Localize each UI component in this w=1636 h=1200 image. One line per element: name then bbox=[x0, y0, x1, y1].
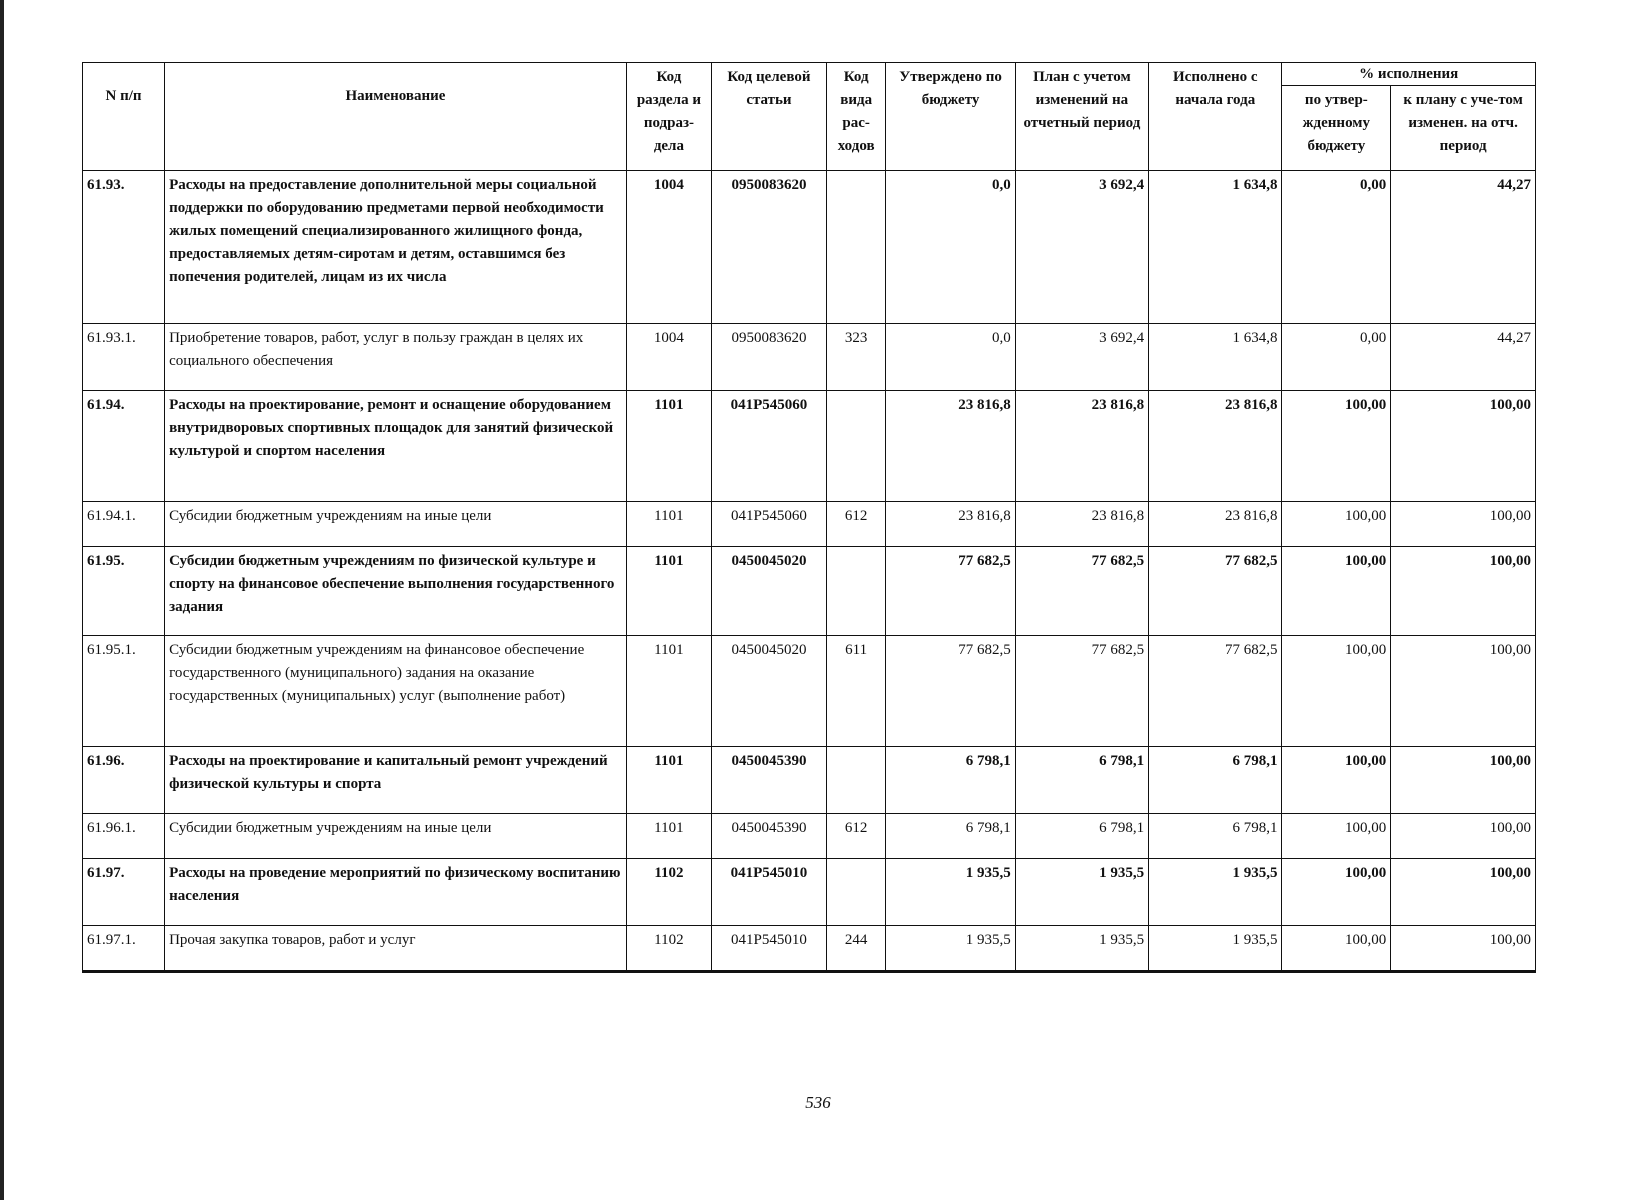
cell-cel: 0450045020 bbox=[711, 547, 826, 636]
cell-razdel: 1101 bbox=[626, 502, 711, 547]
cell-isp: 77 682,5 bbox=[1149, 636, 1282, 747]
cell-razdel: 1101 bbox=[626, 547, 711, 636]
cell-plan: 23 816,8 bbox=[1015, 502, 1148, 547]
cell-utv: 77 682,5 bbox=[886, 547, 1015, 636]
cell-pct-plan: 100,00 bbox=[1391, 926, 1536, 972]
cell-isp: 6 798,1 bbox=[1149, 814, 1282, 859]
cell-vid bbox=[826, 547, 886, 636]
cell-cel: 041P545010 bbox=[711, 926, 826, 972]
cell-plan: 3 692,4 bbox=[1015, 324, 1148, 391]
cell-plan: 23 816,8 bbox=[1015, 391, 1148, 502]
cell-utv: 77 682,5 bbox=[886, 636, 1015, 747]
cell-vid: 323 bbox=[826, 324, 886, 391]
cell-vid bbox=[826, 391, 886, 502]
header-razdel: Код раздела и подраз-дела bbox=[626, 63, 711, 171]
cell-pct-plan: 100,00 bbox=[1391, 859, 1536, 926]
cell-num: 61.97.1. bbox=[83, 926, 165, 972]
cell-cel: 0450045390 bbox=[711, 747, 826, 814]
table-row bbox=[83, 171, 1536, 324]
cell-cel: 0950083620 bbox=[711, 171, 826, 324]
budget-execution-table bbox=[82, 62, 1536, 973]
cell-pct-plan: 44,27 bbox=[1391, 171, 1536, 324]
cell-isp: 77 682,5 bbox=[1149, 547, 1282, 636]
cell-cel: 0950083620 bbox=[711, 324, 826, 391]
cell-pct-plan: 100,00 bbox=[1391, 547, 1536, 636]
cell-pct-utv: 100,00 bbox=[1282, 391, 1391, 502]
cell-pct-utv: 100,00 bbox=[1282, 859, 1391, 926]
cell-vid: 612 bbox=[826, 502, 886, 547]
cell-name: Субсидии бюджетным учреждениям на иные цели bbox=[165, 814, 627, 859]
cell-isp: 23 816,8 bbox=[1149, 391, 1282, 502]
header-utv: Утверждено по бюджету bbox=[886, 63, 1015, 171]
cell-isp: 1 634,8 bbox=[1149, 171, 1282, 324]
cell-name: Субсидии бюджетным учреждениям на финансовое обеспечение государственного (муниципального) задания на оказание государственных (муниципальных) услуг (выполнение работ) bbox=[165, 636, 627, 747]
table-row bbox=[83, 547, 1536, 636]
cell-plan: 6 798,1 bbox=[1015, 747, 1148, 814]
page-number: 536 bbox=[805, 1093, 831, 1112]
cell-isp: 1 935,5 bbox=[1149, 926, 1282, 972]
cell-name: Субсидии бюджетным учреждениям по физической культуре и спорту на финансовое обеспечение выполнения государственного задания bbox=[165, 547, 627, 636]
cell-vid bbox=[826, 747, 886, 814]
cell-pct-plan: 100,00 bbox=[1391, 502, 1536, 547]
cell-utv: 0,0 bbox=[886, 324, 1015, 391]
cell-isp: 23 816,8 bbox=[1149, 502, 1282, 547]
cell-razdel: 1101 bbox=[626, 636, 711, 747]
cell-razdel: 1102 bbox=[626, 859, 711, 926]
cell-cel: 0450045020 bbox=[711, 636, 826, 747]
cell-name: Расходы на предоставление дополнительной меры социальной поддержки по оборудованию предметами первой необходимости жилых помещений специализированного жилищного фонда, предоставляемых детям-сиротам и детям, оставшимся без попечения родителей, лицам из их числа bbox=[165, 171, 627, 324]
cell-pct-utv: 0,00 bbox=[1282, 171, 1391, 324]
cell-pct-utv: 100,00 bbox=[1282, 636, 1391, 747]
cell-razdel: 1101 bbox=[626, 391, 711, 502]
header-vid: Код вида рас-ходов bbox=[826, 63, 886, 171]
header-pct: % исполнения bbox=[1282, 63, 1536, 86]
cell-utv: 23 816,8 bbox=[886, 391, 1015, 502]
cell-vid bbox=[826, 171, 886, 324]
cell-pct-utv: 100,00 bbox=[1282, 814, 1391, 859]
cell-razdel: 1101 bbox=[626, 814, 711, 859]
cell-name: Субсидии бюджетным учреждениям на иные цели bbox=[165, 502, 627, 547]
cell-vid: 612 bbox=[826, 814, 886, 859]
cell-pct-utv: 0,00 bbox=[1282, 324, 1391, 391]
cell-utv: 23 816,8 bbox=[886, 502, 1015, 547]
cell-vid bbox=[826, 859, 886, 926]
header-name: Наименование bbox=[165, 63, 627, 171]
cell-cel: 0450045390 bbox=[711, 814, 826, 859]
cell-utv: 6 798,1 bbox=[886, 814, 1015, 859]
cell-num: 61.96. bbox=[83, 747, 165, 814]
cell-pct-plan: 100,00 bbox=[1391, 636, 1536, 747]
cell-pct-utv: 100,00 bbox=[1282, 502, 1391, 547]
table-row bbox=[83, 926, 1536, 972]
table-row bbox=[83, 324, 1536, 391]
table-header bbox=[83, 63, 1536, 171]
cell-vid: 244 bbox=[826, 926, 886, 972]
cell-pct-utv: 100,00 bbox=[1282, 547, 1391, 636]
cell-isp: 6 798,1 bbox=[1149, 747, 1282, 814]
cell-num: 61.95.1. bbox=[83, 636, 165, 747]
cell-num: 61.94.1. bbox=[83, 502, 165, 547]
table-row bbox=[83, 814, 1536, 859]
cell-cel: 041P545010 bbox=[711, 859, 826, 926]
cell-pct-plan: 100,00 bbox=[1391, 391, 1536, 502]
cell-pct-plan: 100,00 bbox=[1391, 747, 1536, 814]
cell-utv: 0,0 bbox=[886, 171, 1015, 324]
header-pct-utv: по утвер-жденному бюджету bbox=[1282, 86, 1391, 171]
cell-utv: 1 935,5 bbox=[886, 859, 1015, 926]
cell-pct-plan: 100,00 bbox=[1391, 814, 1536, 859]
header-isp: Исполнено с начала года bbox=[1149, 63, 1282, 171]
cell-num: 61.95. bbox=[83, 547, 165, 636]
cell-utv: 1 935,5 bbox=[886, 926, 1015, 972]
cell-name: Расходы на проведение мероприятий по физическому воспитанию населения bbox=[165, 859, 627, 926]
cell-razdel: 1004 bbox=[626, 171, 711, 324]
table-row bbox=[83, 859, 1536, 926]
cell-plan: 1 935,5 bbox=[1015, 926, 1148, 972]
cell-num: 61.93.1. bbox=[83, 324, 165, 391]
cell-vid: 611 bbox=[826, 636, 886, 747]
table-row bbox=[83, 636, 1536, 747]
cell-utv: 6 798,1 bbox=[886, 747, 1015, 814]
cell-isp: 1 935,5 bbox=[1149, 859, 1282, 926]
table-row bbox=[83, 747, 1536, 814]
cell-name: Расходы на проектирование, ремонт и оснащение оборудованием внутридворовых спортивных площадок для занятий физической культурой и спортом населения bbox=[165, 391, 627, 502]
cell-num: 61.94. bbox=[83, 391, 165, 502]
cell-razdel: 1101 bbox=[626, 747, 711, 814]
cell-razdel: 1102 bbox=[626, 926, 711, 972]
cell-name: Расходы на проектирование и капитальный ремонт учреждений физической культуры и спорта bbox=[165, 747, 627, 814]
cell-plan: 6 798,1 bbox=[1015, 814, 1148, 859]
cell-plan: 77 682,5 bbox=[1015, 636, 1148, 747]
table-row bbox=[83, 391, 1536, 502]
header-num: N п/п bbox=[83, 63, 165, 171]
cell-isp: 1 634,8 bbox=[1149, 324, 1282, 391]
table-row bbox=[83, 502, 1536, 547]
cell-razdel: 1004 bbox=[626, 324, 711, 391]
cell-num: 61.93. bbox=[83, 171, 165, 324]
cell-pct-utv: 100,00 bbox=[1282, 747, 1391, 814]
header-plan: План с учетом изменений на отчетный период bbox=[1015, 63, 1148, 171]
cell-cel: 041P545060 bbox=[711, 391, 826, 502]
cell-cel: 041P545060 bbox=[711, 502, 826, 547]
cell-name: Приобретение товаров, работ, услуг в пользу граждан в целях их социального обеспечения bbox=[165, 324, 627, 391]
scan-edge bbox=[0, 0, 4, 1200]
cell-num: 61.97. bbox=[83, 859, 165, 926]
cell-plan: 3 692,4 bbox=[1015, 171, 1148, 324]
cell-pct-plan: 44,27 bbox=[1391, 324, 1536, 391]
cell-name: Прочая закупка товаров, работ и услуг bbox=[165, 926, 627, 972]
cell-num: 61.96.1. bbox=[83, 814, 165, 859]
header-pct-plan: к плану с уче-том изменен. на отч. период bbox=[1391, 86, 1536, 171]
cell-plan: 77 682,5 bbox=[1015, 547, 1148, 636]
cell-pct-utv: 100,00 bbox=[1282, 926, 1391, 972]
header-cel: Код целевой статьи bbox=[711, 63, 826, 171]
cell-plan: 1 935,5 bbox=[1015, 859, 1148, 926]
